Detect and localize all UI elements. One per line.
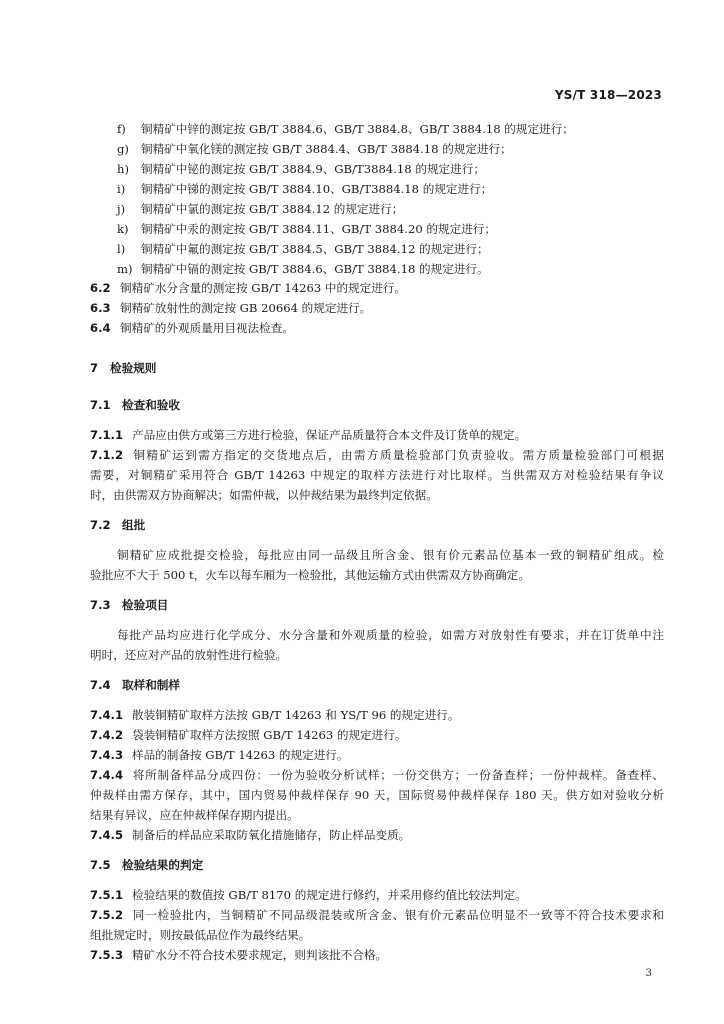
section-title: 检验规则 (110, 361, 157, 375)
item-text: 铜精矿中铋的测定按 GB/T 3884.9、GB/T3884.18 的规定进行； (141, 162, 485, 176)
item-text: 铜精矿中锌的测定按 GB/T 3884.6、GB/T 3884.8、GB/T 3884.18 的规定进行； (141, 122, 574, 136)
item-label: f) (117, 122, 126, 136)
clause-number: 6.4 (90, 321, 111, 335)
clause-7-4-1 (90, 708, 460, 722)
clause-7-4-3 (90, 748, 348, 762)
clause-7-5-2 (90, 908, 664, 922)
clause-text: 袋装铜精矿取样方法按照 GB/T 14263 的规定进行。 (132, 728, 407, 742)
clause-number: 7.5.1 (90, 888, 124, 902)
clause-number: 7.4.3 (90, 748, 124, 762)
clause-7-4-5 (90, 828, 410, 842)
subsection-heading-7-5 (90, 858, 203, 872)
clause-6-2 (90, 281, 406, 295)
subsection-title: 检验项目 (122, 598, 169, 612)
list-item (117, 122, 574, 136)
item-label: m) (117, 262, 133, 276)
subsection-number: 7.3 (90, 598, 111, 612)
subsection-number: 7.2 (90, 518, 111, 532)
clause-text: 检验结果的数值按 GB/T 8170 的规定进行修约，并采用修约值比较法判定。 (132, 888, 527, 902)
clause-6-3 (90, 301, 371, 315)
clause-number: 7.4.2 (90, 728, 124, 742)
list-item (117, 162, 485, 176)
item-text: 铜精矿中锑的测定按 GB/T 3884.10、GB/T3884.18 的规定进行； (141, 182, 493, 196)
section-number: 7 (90, 361, 99, 375)
item-text: 铜精矿中氟的测定按 GB/T 3884.5、GB/T 3884.12 的规定进行； (141, 242, 489, 256)
section-heading-7 (90, 361, 156, 375)
clause-7-1-2 (90, 448, 664, 462)
clause-number: 6.2 (90, 281, 111, 295)
subsection-heading-7-2 (90, 518, 145, 532)
item-text: 铜精矿中镉的测定按 GB/T 3884.6、GB/T 3884.18 的规定进行。 (141, 262, 489, 276)
item-label: g) (117, 142, 129, 156)
clause-text: 产品应由供方或第三方进行检验，保证产品质量符合本文件及订货单的规定。 (132, 428, 527, 442)
clause-number: 7.4.4 (90, 768, 124, 782)
subsection-title: 检查和验收 (122, 398, 180, 412)
clause-7-1-1 (90, 428, 526, 442)
clause-text: 样品的制备按 GB/T 14263 的规定进行。 (132, 748, 349, 762)
clause-7-5-1 (90, 888, 527, 902)
list-item (117, 202, 403, 216)
subsection-heading-7-1 (90, 398, 180, 412)
list-item (117, 242, 489, 256)
paragraph-line: 每批产品均应进行化学成分、水分含量和外观质量的检验，如需方对放射性有要求，并在订货单中注 (117, 628, 664, 642)
item-label: k) (117, 222, 129, 236)
paragraph-line: 明时，还应对产品的放射性进行检验。 (90, 648, 288, 662)
subsection-title: 取样和制样 (122, 678, 180, 692)
clause-text-line: 时，由供需双方协商解决；如需仲裁，以仲裁结果为最终判定依据。 (90, 488, 438, 502)
subsection-number: 7.5 (90, 858, 111, 872)
clause-text-line: 同一检验批内，当铜精矿不同品级混装或所含金、银有价元素品位明显不一致等不符合技术要求和 (132, 908, 664, 922)
clause-text: 铜精矿放射性的测定按 GB 20664 的规定进行。 (120, 301, 372, 315)
clause-text-line: 仲裁样由需方保存，其中，国内贸易仲裁样保存 90 天，国际贸易仲裁样保存 180 天。供方如对验收分析 (90, 788, 664, 802)
subsection-number: 7.1 (90, 398, 111, 412)
subsection-title: 组批 (122, 518, 146, 532)
clause-number: 7.4.1 (90, 708, 124, 722)
clause-number: 7.5.3 (90, 948, 124, 962)
item-label: i) (117, 182, 126, 196)
clause-text: 铜精矿的外观质量用目视法检查。 (120, 321, 294, 335)
list-item (117, 222, 496, 236)
clause-number: 7.1.2 (90, 448, 124, 462)
clause-text-line: 将所制备样品分成四份：一份为验收分析试样；一份交供方；一份备查样；一份仲裁样。备查样、 (132, 768, 664, 782)
subsection-number: 7.4 (90, 678, 111, 692)
clause-text: 散装铜精矿取样方法按 GB/T 14263 和 YS/T 96 的规定进行。 (132, 708, 460, 722)
item-text: 铜精矿中氧化镁的测定按 GB/T 3884.4、GB/T 3884.18 的规定进行； (141, 142, 512, 156)
clause-6-4 (90, 321, 294, 335)
clause-7-4-2 (90, 728, 406, 742)
item-text: 铜精矿中汞的测定按 GB/T 3884.11、GB/T 3884.20 的规定进行； (141, 222, 496, 236)
clause-text: 铜精矿水分含量的测定按 GB/T 14263 中的规定进行。 (120, 281, 407, 295)
list-item (117, 262, 489, 276)
subsection-heading-7-3 (90, 598, 168, 612)
item-label: h) (117, 162, 129, 176)
clause-text-line: 结果有异议，应在仲裁样保存期内提出。 (90, 808, 299, 822)
clause-number: 7.1.1 (90, 428, 124, 442)
paragraph-line: 验批应不大于 500 t，火车以每车厢为一检验批，其他运输方式由供需双方协商确定。 (90, 568, 530, 582)
clause-text-line: 铜精矿运到需方指定的交货地点后，由需方质量检验部门负责验收。需方质量检验部门可根据 (132, 448, 664, 462)
clause-number: 6.3 (90, 301, 111, 315)
list-item (117, 142, 512, 156)
standard-code: YS/T 318—2023 (554, 88, 662, 102)
subsection-title: 检验结果的判定 (122, 858, 204, 872)
list-item (117, 182, 492, 196)
clause-text-line: 需要，对铜精矿采用符合 GB/T 14263 中规定的取样方法进行对比取样。当供需双方对检验结果有争议 (90, 468, 664, 482)
clause-text: 制备后的样品应采取防氧化措施储存，防止样品变质。 (132, 828, 411, 842)
clause-number: 7.4.5 (90, 828, 124, 842)
page-number: 3 (645, 968, 652, 979)
clause-text: 精矿水分不符合技术要求规定，则判该批不合格。 (132, 948, 388, 962)
item-label: l) (117, 242, 126, 256)
item-label: j) (117, 202, 126, 216)
subsection-heading-7-4 (90, 678, 180, 692)
item-text: 铜精矿中氯的测定按 GB/T 3884.12 的规定进行； (141, 202, 404, 216)
paragraph-line: 铜精矿应成批提交检验，每批应由同一品级且所含金、银有价元素品位基本一致的铜精矿组成。检 (117, 548, 664, 562)
clause-7-5-3 (90, 948, 387, 962)
clause-text-line: 组批规定时，则按最低品位作为最终结果。 (90, 928, 311, 942)
clause-number: 7.5.2 (90, 908, 124, 922)
clause-7-4-4 (90, 768, 664, 782)
